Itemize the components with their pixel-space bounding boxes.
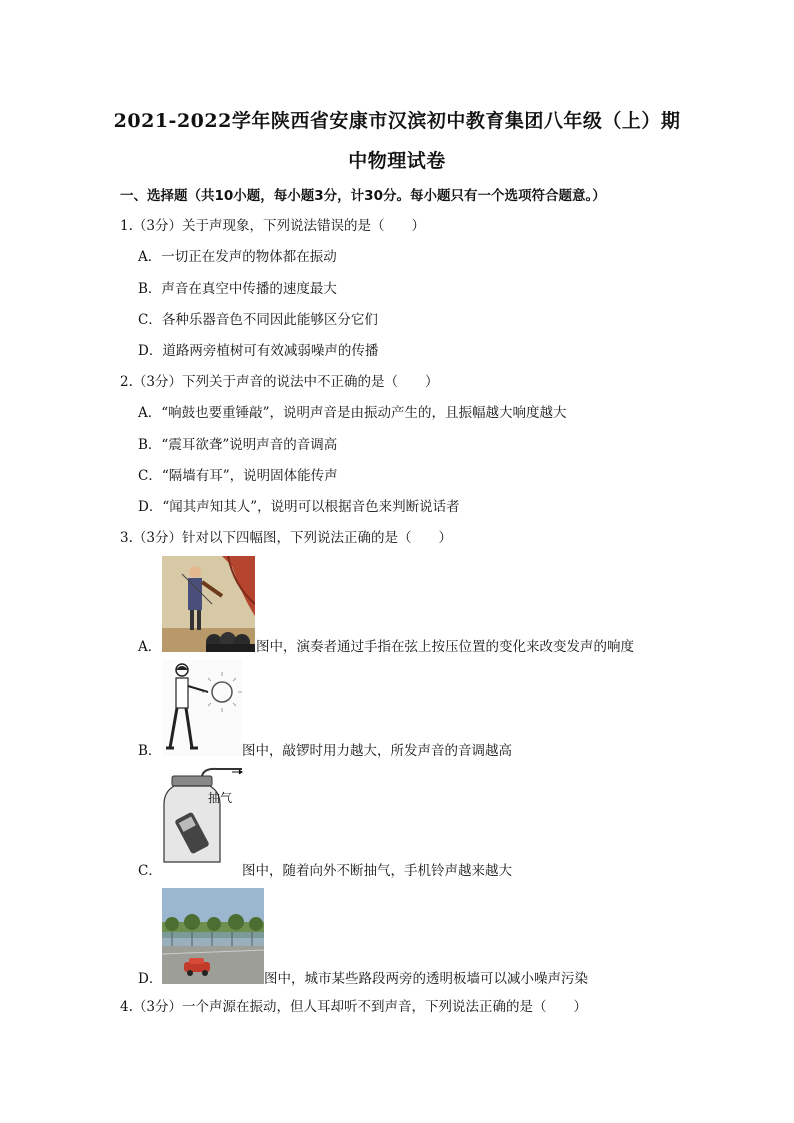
figure-gong <box>162 660 242 756</box>
question-1-stem: 1.（3分）关于声现象，下列说法错误的是（ ） <box>120 218 425 234</box>
page-title-line-1: 2021-2022学年陕西省安康市汉滨初中教育集团八年级（上）期 <box>113 110 681 132</box>
figure-violinist <box>162 556 255 652</box>
question-3-option-b-text: 图中，敲锣时用力越大，所发声音的音调越高 <box>242 743 512 759</box>
figure-bell-jar <box>162 766 246 866</box>
page-title-line-2: 中物理试卷 <box>348 150 446 172</box>
question-3-option-c-text: 图中，随着向外不断抽气，手机铃声越来越大 <box>242 863 512 879</box>
figure-label-pump: 抽气 <box>208 791 233 805</box>
question-3-option-d-text: 图中，城市某些路段两旁的透明板墙可以减小噪声污染 <box>264 971 588 987</box>
question-3-stem: 3.（3分）针对以下四幅图，下列说法正确的是（ ） <box>120 530 452 546</box>
question-2-option-b: B．“震耳欲聋”说明声音的音调高 <box>138 437 338 453</box>
question-2-option-a: A．“响鼓也要重锤敲”，说明声音是由振动产生的，且振幅越大响度越大 <box>138 405 567 421</box>
question-1-option-d: D．道路两旁植树可有效减弱噪声的传播 <box>138 343 379 359</box>
question-4-stem: 4.（3分）一个声源在振动，但人耳却听不到声音，下列说法正确的是（ ） <box>120 999 587 1015</box>
question-2-stem: 2.（3分）下列关于声音的说法中不正确的是（ ） <box>120 374 439 390</box>
section-heading: 一、选择题（共10小题，每小题3分，计30分。每小题只有一个选项符合题意。） <box>120 188 606 204</box>
question-1-option-b: B．声音在真空中传播的速度最大 <box>138 281 337 297</box>
figure-noise-barrier <box>162 888 264 984</box>
question-3-option-b-letter: B． <box>138 743 162 759</box>
question-3-option-a-letter: A． <box>138 639 162 655</box>
question-2-option-c: C．“隔墙有耳”，说明固体能传声 <box>138 468 338 484</box>
question-3-option-a-text: 图中，演奏者通过手指在弦上按压位置的变化来改变发声的响度 <box>256 639 634 655</box>
question-1-option-c: C．各种乐器音色不同因此能够区分它们 <box>138 312 378 328</box>
question-3-option-d-letter: D． <box>138 971 163 987</box>
question-3-option-c-letter: C． <box>138 863 162 879</box>
question-2-option-d: D．“闻其声知其人”，说明可以根据音色来判断说话者 <box>138 499 460 515</box>
question-1-option-a: A．一切正在发声的物体都在振动 <box>138 249 337 265</box>
